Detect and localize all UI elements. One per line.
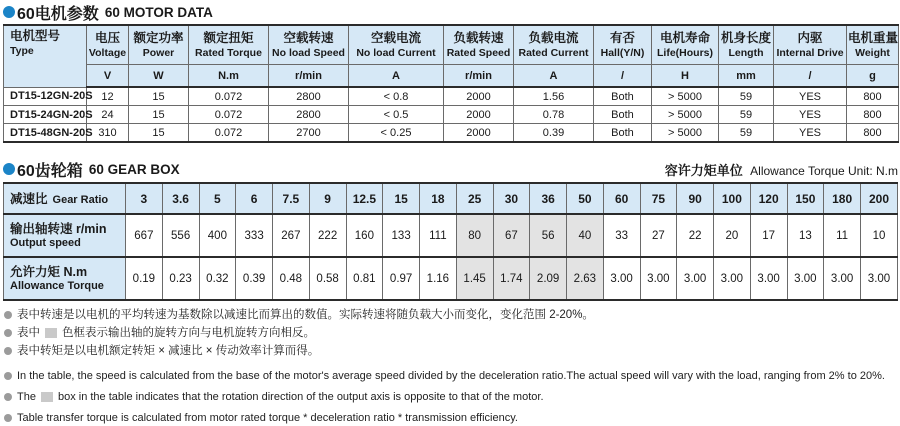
- gear-value-cell: 40: [567, 214, 604, 257]
- gear-value-cell: 3.00: [824, 257, 861, 300]
- gear-value-cell: 0.81: [346, 257, 383, 300]
- gear-value-cell: 20: [714, 214, 751, 257]
- motor-value-cell: > 5000: [652, 124, 719, 143]
- header-label-en: Rated Speed: [446, 46, 511, 59]
- motor-col-header: [652, 25, 719, 65]
- motor-value-cell: 0.78: [514, 106, 594, 124]
- header-label-en: Voltage: [88, 46, 127, 59]
- note-text: 色框表示输出轴的旋转方向与电机旋转方向相反。: [62, 327, 315, 339]
- header-label-en: No load Current: [356, 46, 436, 59]
- note-text: 表中转速是以电机的平均转速为基数除以减速比而算出的数值。实际转速将随负载大小而变化，变化范围 2-20%。: [17, 309, 594, 321]
- gear-ratio-cell: 30: [493, 183, 530, 214]
- gear-row-label: [4, 183, 126, 214]
- gear-title-en: 60 GEAR BOX: [88, 161, 180, 177]
- motor-value-cell: 59: [719, 124, 774, 143]
- header-label-en: Internal Drive: [776, 46, 844, 59]
- gear-value-cell: 3.00: [750, 257, 787, 300]
- gear-value-cell: 333: [236, 214, 273, 257]
- motor-data-row: [4, 124, 899, 143]
- motor-unit-cell: H: [652, 65, 719, 88]
- gear-value-cell: 667: [126, 214, 163, 257]
- header-label-zh: 额定功率: [133, 30, 184, 45]
- note-speed-zh: [4, 307, 898, 323]
- header-label-zh: 电压: [94, 30, 120, 45]
- motor-col-header: [719, 25, 774, 65]
- gear-section-title: [3, 159, 180, 179]
- gear-value-cell: 267: [273, 214, 310, 257]
- gear-row: [4, 214, 898, 257]
- motor-col-header: [444, 25, 514, 65]
- motor-col-header: [269, 25, 349, 65]
- header-label-zh: 负载转速: [453, 30, 504, 45]
- blue-bullet-icon: [3, 6, 15, 18]
- gear-ratio-cell: 100: [714, 183, 751, 214]
- motor-value-cell: 2700: [269, 124, 349, 143]
- gear-value-cell: 0.19: [126, 257, 163, 300]
- gear-value-cell: 3.00: [677, 257, 714, 300]
- motor-data-row: [4, 87, 899, 106]
- gear-ratio-cell: 18: [420, 183, 457, 214]
- motor-unit-cell: A: [349, 65, 444, 88]
- gray-bullet-icon: [4, 329, 12, 337]
- footnotes-en: [4, 368, 898, 426]
- gear-value-cell: 2.09: [530, 257, 567, 300]
- motor-unit-cell: /: [774, 65, 847, 88]
- motor-value-cell: 2000: [444, 124, 514, 143]
- motor-value-cell: 15: [129, 87, 189, 106]
- motor-value-cell: 800: [847, 87, 899, 106]
- header-label-zh: 有否: [609, 30, 635, 45]
- gear-ratio-cell: 180: [824, 183, 861, 214]
- gear-label-en: Output speed: [10, 237, 81, 250]
- gear-value-cell: 3.00: [603, 257, 640, 300]
- motor-value-cell: YES: [774, 87, 847, 106]
- motor-col-header: [847, 25, 899, 65]
- note-colorbox-en: [4, 389, 898, 405]
- gear-value-cell: 160: [346, 214, 383, 257]
- gear-ratio-cell: 60: [603, 183, 640, 214]
- motor-value-cell: 0.072: [189, 87, 269, 106]
- motor-col-header: [189, 25, 269, 65]
- motor-unit-cell: V: [87, 65, 129, 88]
- gray-bullet-icon: [4, 372, 12, 380]
- gear-value-cell: 400: [199, 214, 236, 257]
- motor-section-title: [3, 2, 898, 22]
- gear-ratio-cell: 200: [861, 183, 898, 214]
- motor-value-cell: Both: [594, 124, 652, 143]
- motor-value-cell: 2800: [269, 87, 349, 106]
- gear-ratio-cell: 3: [126, 183, 163, 214]
- header-label-en: Hall(Y/N): [600, 46, 645, 59]
- blue-bullet-icon: [3, 163, 15, 175]
- motor-value-cell: 0.072: [189, 106, 269, 124]
- header-label-zh: 负载电流: [528, 30, 579, 45]
- motor-unit-cell: /: [594, 65, 652, 88]
- motor-value-cell: 2800: [269, 106, 349, 124]
- gear-ratio-cell: 50: [567, 183, 604, 214]
- note-colorbox-zh: [4, 325, 898, 341]
- motor-value-cell: 0.072: [189, 124, 269, 143]
- gear-ratio-cell: 9: [309, 183, 346, 214]
- gear-value-cell: 13: [787, 214, 824, 257]
- gear-row-label: [4, 214, 126, 257]
- gear-ratio-cell: 7.5: [273, 183, 310, 214]
- gear-value-cell: 0.32: [199, 257, 236, 300]
- gear-value-cell: 56: [530, 214, 567, 257]
- motor-col-header: [87, 25, 129, 65]
- gear-ratio-cell: 6: [236, 183, 273, 214]
- gear-value-cell: 1.74: [493, 257, 530, 300]
- gear-title-zh: 60齿轮箱: [17, 162, 83, 180]
- motor-data-row: [4, 106, 899, 124]
- gear-box-table: [3, 182, 898, 301]
- gear-ratio-cell: 36: [530, 183, 567, 214]
- gear-value-cell: 0.39: [236, 257, 273, 300]
- gray-box-swatch: [45, 328, 57, 338]
- gear-value-cell: 27: [640, 214, 677, 257]
- motor-title-en: 60 MOTOR DATA: [104, 4, 213, 20]
- gear-ratio-cell: 15: [383, 183, 420, 214]
- gear-value-cell: 222: [309, 214, 346, 257]
- unit-note-en: Allowance Torque Unit: N.m: [750, 164, 898, 178]
- motor-value-cell: < 0.8: [349, 87, 444, 106]
- gear-ratio-cell: 90: [677, 183, 714, 214]
- gear-value-cell: 80: [456, 214, 493, 257]
- motor-model-cell: DT15-12GN-20S: [4, 87, 87, 106]
- motor-value-cell: Both: [594, 106, 652, 124]
- note-text: box in the table indicates that the rotation direction of the output axis is opposite to that of the motor.: [57, 391, 544, 403]
- gear-value-cell: 0.23: [162, 257, 199, 300]
- motor-value-cell: 0.39: [514, 124, 594, 143]
- motor-unit-cell: r/min: [269, 65, 349, 88]
- gear-value-cell: 3.00: [861, 257, 898, 300]
- motor-value-cell: 1.56: [514, 87, 594, 106]
- motor-value-cell: > 5000: [652, 106, 719, 124]
- motor-model-cell: DT15-48GN-20S: [4, 124, 87, 143]
- gray-bullet-icon: [4, 414, 12, 422]
- motor-unit-row: [4, 65, 899, 88]
- motor-value-cell: YES: [774, 124, 847, 143]
- gray-bullet-icon: [4, 311, 12, 319]
- motor-value-cell: 800: [847, 124, 899, 143]
- motor-col-header: [4, 25, 87, 87]
- note-text: 表中转矩是以电机额定转矩 × 减速比 × 传动效率计算而得。: [17, 345, 320, 357]
- gear-value-cell: 0.58: [309, 257, 346, 300]
- header-label-zh: 空载电流: [370, 30, 421, 45]
- motor-value-cell: 15: [129, 106, 189, 124]
- motor-col-header: [514, 25, 594, 65]
- motor-value-cell: YES: [774, 106, 847, 124]
- footnotes: [3, 307, 898, 426]
- motor-value-cell: > 5000: [652, 87, 719, 106]
- motor-value-cell: < 0.5: [349, 106, 444, 124]
- motor-unit-cell: g: [847, 65, 899, 88]
- motor-value-cell: 15: [129, 124, 189, 143]
- gear-row: [4, 183, 898, 214]
- motor-title-zh: 60电机参数: [17, 5, 99, 23]
- gear-ratio-cell: 5: [199, 183, 236, 214]
- header-label-en: Power: [142, 46, 175, 59]
- gray-bullet-icon: [4, 347, 12, 355]
- header-label-zh: 电机重量: [848, 30, 899, 45]
- gear-value-cell: 3.00: [714, 257, 751, 300]
- motor-unit-cell: N.m: [189, 65, 269, 88]
- motor-col-header: [129, 25, 189, 65]
- header-label-zh: 电机寿命: [659, 30, 710, 45]
- gear-row-label: [4, 257, 126, 300]
- motor-col-header: [594, 25, 652, 65]
- gear-ratio-cell: 75: [640, 183, 677, 214]
- header-label-en: Rated Torque: [195, 46, 262, 59]
- note-torque-zh: [4, 343, 898, 359]
- header-label-zh: 内驱: [797, 30, 823, 45]
- header-label-zh: 电机型号: [10, 29, 61, 43]
- gear-label-en: Gear Ratio: [52, 193, 109, 206]
- motor-header-row: [4, 25, 899, 65]
- motor-value-cell: 800: [847, 106, 899, 124]
- gear-value-cell: 1.45: [456, 257, 493, 300]
- motor-value-cell: Both: [594, 87, 652, 106]
- gear-label-zh: 输出轴转速 r/min: [10, 221, 107, 236]
- gear-value-cell: 22: [677, 214, 714, 257]
- gear-value-cell: 556: [162, 214, 199, 257]
- gear-value-cell: 33: [603, 214, 640, 257]
- gear-ratio-cell: 120: [750, 183, 787, 214]
- motor-value-cell: 2000: [444, 106, 514, 124]
- header-label-en: Type: [10, 44, 34, 57]
- note-speed-en: [4, 368, 898, 384]
- motor-unit-cell: mm: [719, 65, 774, 88]
- gear-value-cell: 10: [861, 214, 898, 257]
- header-label-en: Weight: [855, 46, 890, 59]
- motor-model-cell: DT15-24GN-20S: [4, 106, 87, 124]
- gear-value-cell: 1.16: [420, 257, 457, 300]
- gear-section-header: [3, 159, 898, 179]
- unit-note-zh: 容许力矩单位: [664, 163, 743, 178]
- motor-unit-cell: W: [129, 65, 189, 88]
- motor-data-table: [3, 24, 899, 143]
- header-label-zh: 空载转速: [283, 30, 334, 45]
- motor-value-cell: 310: [87, 124, 129, 143]
- gear-ratio-cell: 3.6: [162, 183, 199, 214]
- gear-value-cell: 67: [493, 214, 530, 257]
- motor-value-cell: 59: [719, 87, 774, 106]
- motor-col-header: [349, 25, 444, 65]
- gear-label-zh: 允许力矩 N.m: [10, 264, 88, 279]
- gear-row: [4, 257, 898, 300]
- gear-ratio-cell: 150: [787, 183, 824, 214]
- motor-value-cell: 24: [87, 106, 129, 124]
- header-label-en: Rated Current: [518, 46, 589, 59]
- header-label-en: Length: [728, 46, 764, 59]
- motor-value-cell: 12: [87, 87, 129, 106]
- motor-unit-cell: A: [514, 65, 594, 88]
- header-label-zh: 机身长度: [720, 30, 771, 45]
- note-torque-en: [4, 410, 898, 426]
- motor-col-header: [774, 25, 847, 65]
- gear-value-cell: 111: [420, 214, 457, 257]
- gear-value-cell: 3.00: [640, 257, 677, 300]
- gear-label-en: Allowance Torque: [10, 280, 104, 293]
- note-text: In the table, the speed is calculated from the base of the motor's average speed divided by the deceleration ratio.The actual speed will vary with the load, ranging from 2% to 20%.: [17, 370, 885, 382]
- note-text: The: [17, 391, 36, 403]
- motor-value-cell: 2000: [444, 87, 514, 106]
- header-label-en: Life(Hours): [657, 46, 713, 59]
- gear-value-cell: 17: [750, 214, 787, 257]
- gear-ratio-cell: 12.5: [346, 183, 383, 214]
- note-text: 表中: [17, 327, 40, 339]
- gear-value-cell: 0.48: [273, 257, 310, 300]
- motor-value-cell: 59: [719, 106, 774, 124]
- header-label-en: No load Speed: [272, 46, 345, 59]
- motor-value-cell: < 0.25: [349, 124, 444, 143]
- gear-ratio-cell: 25: [456, 183, 493, 214]
- allowance-torque-unit-note: [665, 160, 898, 179]
- header-label-zh: 额定扭矩: [203, 30, 254, 45]
- note-text: Table transfer torque is calculated from motor rated torque * deceleration ratio * transmission efficiency.: [17, 412, 518, 424]
- gray-bullet-icon: [4, 393, 12, 401]
- gray-box-swatch: [41, 392, 53, 402]
- gear-value-cell: 0.97: [383, 257, 420, 300]
- gear-label-zh: 减速比: [10, 191, 48, 206]
- gear-value-cell: 11: [824, 214, 861, 257]
- gear-value-cell: 3.00: [787, 257, 824, 300]
- gear-value-cell: 133: [383, 214, 420, 257]
- motor-unit-cell: r/min: [444, 65, 514, 88]
- gear-value-cell: 2.63: [567, 257, 604, 300]
